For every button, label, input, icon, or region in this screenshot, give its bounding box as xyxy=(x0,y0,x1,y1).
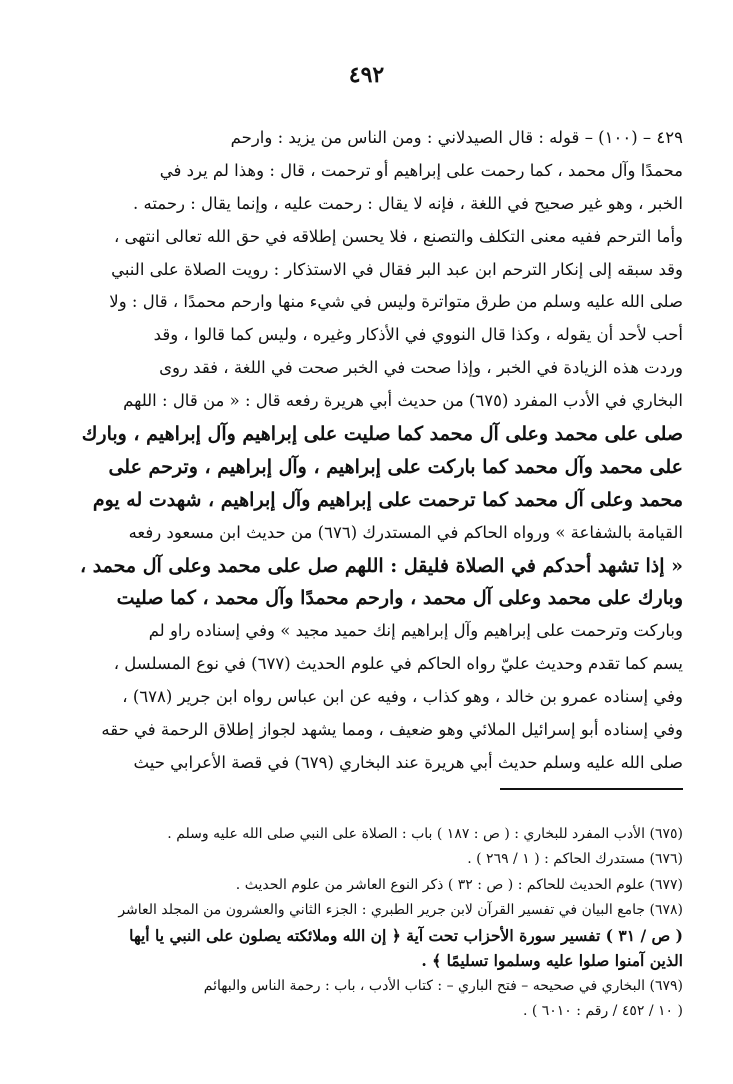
footnote-line: ( ص / ٣١ ) تفسير سورة الأحزاب تحت آية ﴿ إن الله وملائكته يصلون على النبي يا أيها xyxy=(129,926,683,946)
text-line: وأما الترحم ففيه معنى التكلف والتصنع ، فلا يحسن إطلاقه في حق الله تعالى انتهى ، xyxy=(113,226,683,246)
main-text xyxy=(60,122,683,780)
text-line: وفي إسناده أبو إسرائيل الملائي وهو ضعيف ، ومما يشهد لجواز إطلاق الرحمة في حقه xyxy=(101,720,683,740)
text-line: الخبر ، وهو غير صحيح في اللغة ، فإنه لا يقال : رحمت عليه ، وإنما يقال : رحمته . xyxy=(132,193,683,213)
footnote-line: ( ١٠ / ٤٥٢ / رقم : ٦٠١٠ ) . xyxy=(522,1003,683,1020)
page-number: ٤٩٢ xyxy=(348,62,385,88)
footnote-line: (٦٧٩) البخاري في صحيحه – فتح الباري – : كتاب الأدب ، باب : رحمة الناس والبهائم xyxy=(203,977,683,994)
text-line: أحب لأحد أن يقوله ، وكذا قال النووي في الأذكار وغيره ، وليس كما قالوا ، وقد xyxy=(153,325,683,345)
hadith-text-line: « إذا تشهد أحدكم في الصلاة فليقل : اللهم صل على محمد وعلى آل محمد ، xyxy=(79,554,683,577)
footnote-line: (٦٧٨) جامع البيان في تفسير القرآن لابن جرير الطبري : الجزء الثاني والعشرون من المجلد العاشر xyxy=(118,901,683,918)
text-line: القيامة بالشفاعة » ورواه الحاكم في المستدرك (٦٧٦) من حديث ابن مسعود رفعه xyxy=(128,522,683,542)
footnote-line: الذين آمنوا صلوا عليه وسلموا تسليمًا ﴾ . xyxy=(421,951,683,971)
text-line: صلى الله عليه وسلم من طرق متواترة وليس في شيء منها وارحم محمدًا ، قال : ولا xyxy=(109,292,683,312)
footnote-line: (٦٧٧) علوم الحديث للحاكم : ( ص : ٣٢ ) ذكر النوع العاشر من علوم الحديث . xyxy=(235,876,683,893)
text-line: البخاري في الأدب المفرد (٦٧٥) من حديث أبي هريرة رفعه قال : « من قال : اللهم xyxy=(123,391,683,411)
text-line: محمدًا وآل محمد ، كما رحمت على إبراهيم أو ترحمت ، قال : وهذا لم يرد في xyxy=(159,160,683,180)
hadith-text-line: وبارك على محمد وعلى آل محمد ، وارحم محمدًا وآل محمد ، كما صليت xyxy=(116,587,683,610)
text-line: يسم كما تقدم وحديث عليّ رواه الحاكم في علوم الحديث (٦٧٧) في نوع المسلسل ، xyxy=(113,654,683,674)
text-line: صلى الله عليه وسلم حديث أبي هريرة عند البخاري (٦٧٩) في قصة الأعرابي حيث xyxy=(133,752,683,772)
hadith-text-line: صلى على محمد وعلى آل محمد كما صليت على إبراهيم وآل إبراهيم ، وبارك xyxy=(81,423,683,446)
text-line: وقد سبقه إلى إنكار الترحم ابن عبد البر فقال في الاستذكار : رويت الصلاة على النبي xyxy=(111,259,683,279)
hadith-text-line: محمد وعلى آل محمد كما ترحمت على إبراهيم وآل إبراهيم ، شهدت له يوم xyxy=(92,488,683,511)
hadith-text-line: على محمد وآل محمد كما باركت على إبراهيم ، وآل إبراهيم ، وترحم على xyxy=(108,455,683,478)
footnotes xyxy=(60,822,683,1024)
footnote-divider xyxy=(500,788,683,790)
footnote-line: (٦٧٥) الأدب المفرد للبخاري : ( ص : ١٨٧ ) باب : الصلاة على النبي صلى الله عليه وسلم . xyxy=(167,826,683,842)
text-line: وفي إسناده عمرو بن خالد ، وهو كذاب ، وفيه عن ابن عباس رواه ابن جرير (٦٧٨) ، xyxy=(122,687,683,707)
footnote-line: (٦٧٦) مستدرك الحاكم : ( ١ / ٢٦٩ ) . xyxy=(467,851,683,868)
text-line: ٤٢٩ – (١٠٠) – قوله : قال الصيدلاني : ومن الناس من يزيد : وارحم xyxy=(230,128,683,147)
text-line: وباركت وترحمت على إبراهيم وآل إبراهيم إنك حميد مجيد » وفي إسناده راو لم xyxy=(148,621,683,641)
text-line: وردت هذه الزيادة في الخبر ، وإذا صحت في الخبر صحت في اللغة ، فقد روى xyxy=(159,358,683,378)
